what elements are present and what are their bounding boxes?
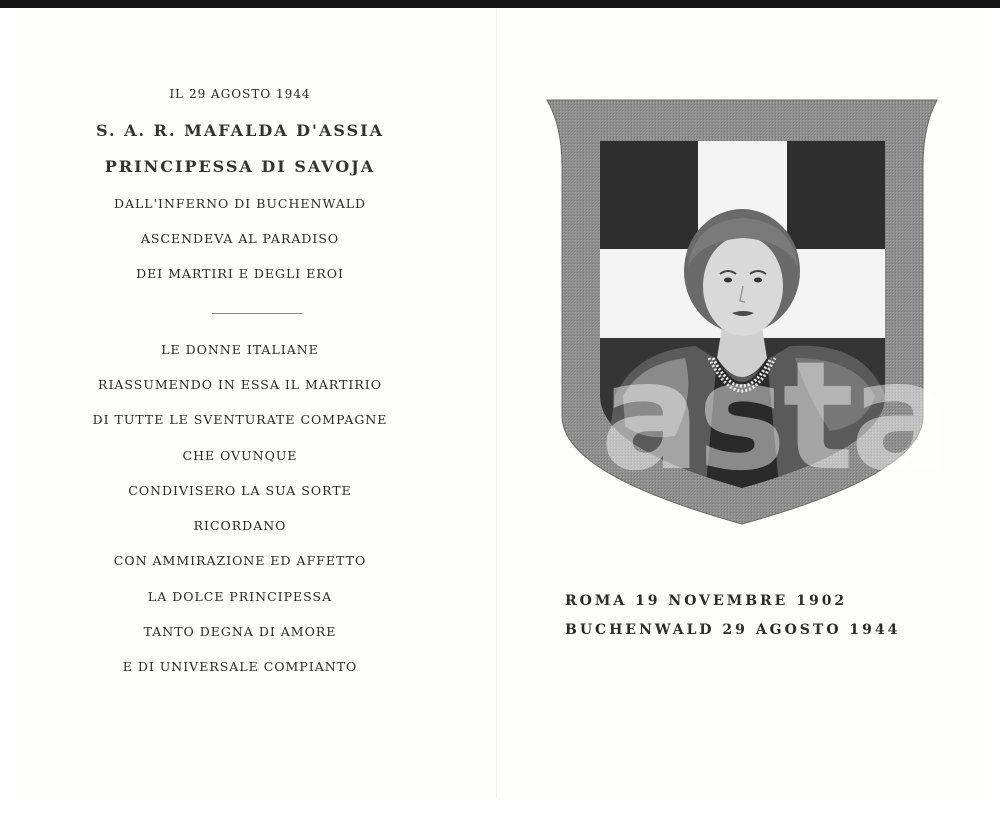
dedication-line: E DI UNIVERSALE COMPIANTO [122, 659, 358, 674]
dedication-line: CON AMMIRAZIONE ED AFFETTO [113, 553, 367, 568]
dedication-line: TANTO DEGNA DI AMORE [143, 624, 337, 639]
divider [212, 313, 302, 314]
death-line: BUCHENWALD 29 AGOSTO 1944 [565, 622, 901, 638]
watermark: asta [600, 330, 948, 504]
dedication-line: CHE OVUNQUE [182, 448, 298, 463]
shield-portrait [545, 96, 940, 528]
scan-top-edge [0, 0, 1000, 8]
text-line-1: DALL'INFERNO DI BUCHENWALD [113, 196, 367, 211]
birth-line: ROMA 19 NOVEMBRE 1902 [565, 593, 848, 609]
text-line-3: DEI MARTIRI E DEGLI EROI [136, 266, 344, 281]
dedication-line: LE DONNE ITALIANE [161, 342, 319, 357]
text-line-2: ASCENDEVA AL PARADISO [140, 231, 340, 246]
dedication-line: RICORDANO [193, 518, 287, 533]
title-line-2: PRINCIPESSA DI SAVOJA [104, 157, 376, 176]
dedication-line: RIASSUMENDO IN ESSA IL MARTIRIO [98, 377, 382, 392]
dedication-line: CONDIVISERO LA SUA SORTE [128, 483, 352, 498]
card-fold [496, 8, 497, 798]
death-date-line: IL 29 AGOSTO 1944 [169, 87, 311, 101]
savoy-shield-icon [545, 96, 940, 528]
dedication-line: DI TUTTE LE SVENTURATE COMPAGNE [92, 412, 388, 427]
dedication-line: LA DOLCE PRINCIPESSA [147, 589, 333, 604]
title-line-1: S. A. R. MAFALDA D'ASSIA [95, 121, 385, 140]
